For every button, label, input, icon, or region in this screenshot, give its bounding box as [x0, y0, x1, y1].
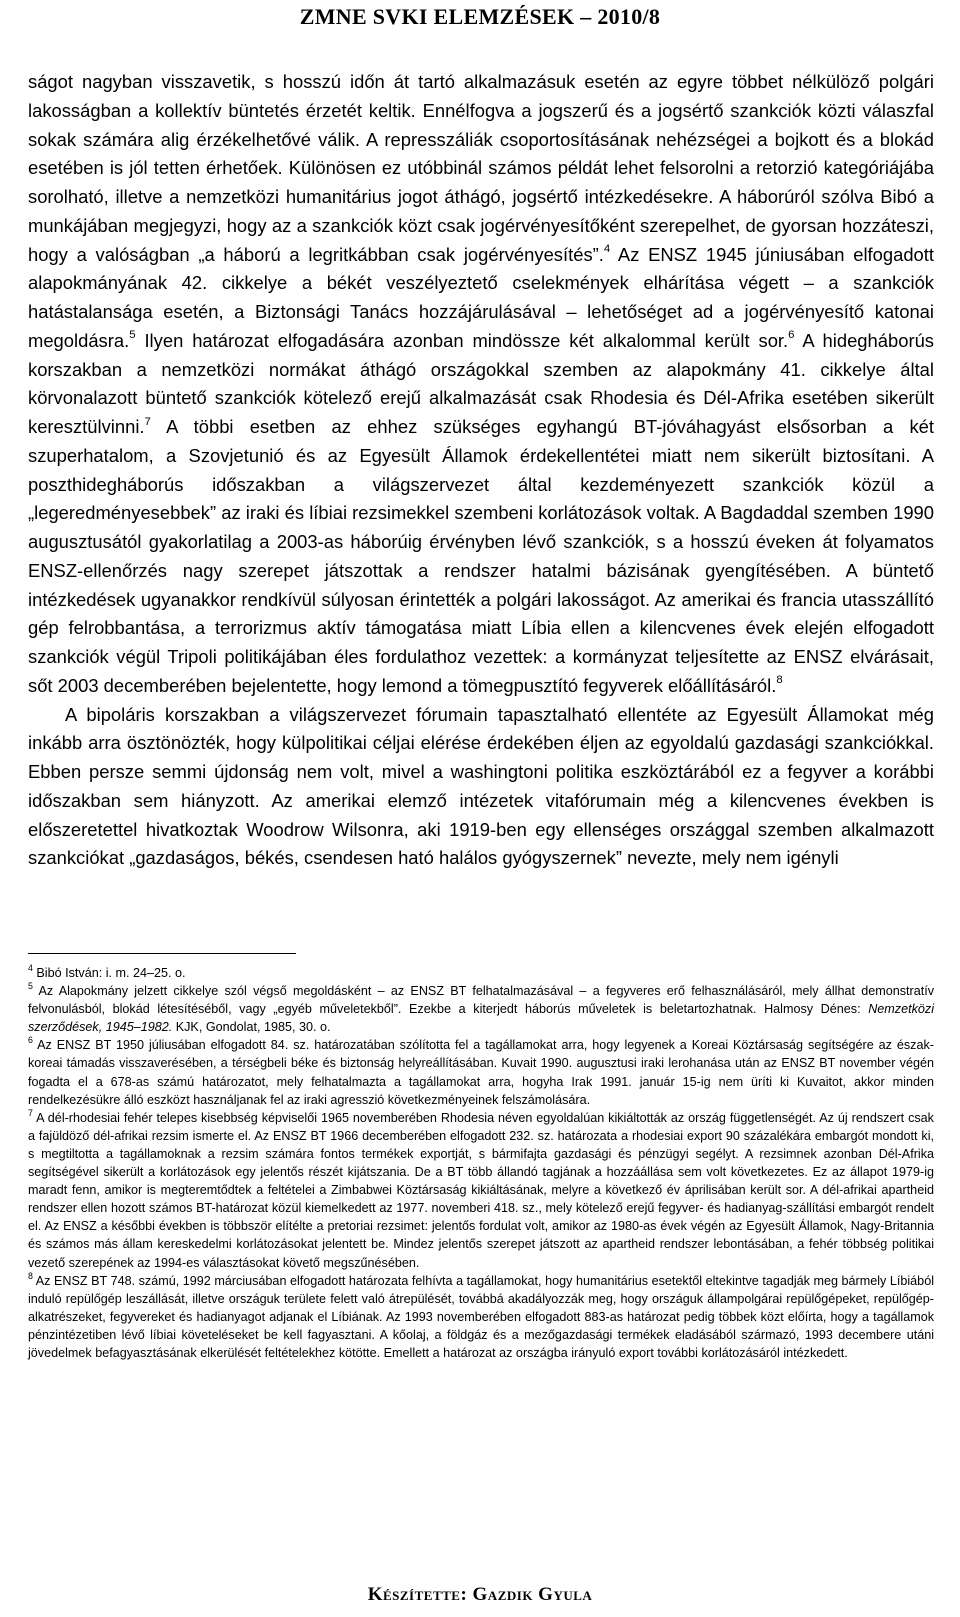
footnote-4: $^4$ Bibó István: i. m. 24–25. o.	[28, 962, 186, 980]
footnote-number: 6	[28, 1035, 33, 1046]
footnote-number: 7	[28, 1107, 33, 1118]
footnote-ref-5[interactable]: 5	[129, 329, 136, 342]
running-footer: Készítette: Gazdik Gyula	[367, 1584, 593, 1605]
paragraph-1: ságot nagyban visszavetik, s hosszú időn át tartó alkalmazásuk esetén az egyre többet nélkülöző polgári lakosságban a kollektív büntetés érzetét keltik. Ennélfogva a jogszerű és a jogsértő szankciók közti válaszfal sokak számára alig érzékelhetővé válik. A represszáliák csoportosításának nehézségei a bojkott és a blokád esetében is jól tetten érhetőek. Különösen ez utóbbinál számos példát lehet felsorolni a retorzió kategóriájába sorolható, illetve a nemzetközi humanitárius jogot áthágó, jogsértő intézkedésekre. A háborúról szólva Bibó a munkájában megjegyzi, hogy az a szankciók közt csak jogérvényesítőként szerepelhet, de gyorsan hozzáteszi, hogy a valóságban „a háború a legritkábban csak jogérvényesítés”.$^4$ Az ENSZ 1945 júniusában elfogadott alapokmányának 42. cikkelye a békét veszélyeztető cselekmények elhárítása végett – a szankciók hatástalansága esetén, a Biztonsági Tanács hozzájárulásával – lehetőséget ad a jogérvényesítő katonai megoldásra.$^5$ Ilyen határozat elfogadására azonban mindössze két alkalommal került sor.$^6$ A hidegháborús korszakban a nemzetközi normákat áthágó országokkal szemben az alapokmány 41. cikkelye által körvonalazott büntető szankciók kötelező erejű alkalmazását csak Rhodesia és Dél-Afrika esetében sikerült keresztülvinni.$^7$ A többi esetben az ehhez szükséges egyhangú BT-jóváhagyást elsősorban a két szuperhatalom, a Szovjetunió és az Egyesült Államok érdekellentétei miatt nem sikerült biztosítani. A poszthidegháborús időszakban a világszervezet által kezdeményezett szankciók közül a „legeredményesebbek” az iraki és líbiai rezsimekkel szembeni korlátozások voltak. A Bagdaddal szemben 1990 augusztusától gyakorlatilag a 2003-as háborúig érvényben lévő szankciók, s a hosszú éveken át folyamatos ENSZ-ellenőrzés nagy szerepet játszottak a rendszer hatalmi bázisának gyengítésében. A büntető intézkedések ugyanakkor rendkívül súlyosan érintették a polgári lakosságot. Az amerikai és francia utasszállító gép felrobbantása, a terrorizmus aktív támogatása miatt Líbia ellen a kilencvenes évek elején elfogadott szankciók végül Tripoli politikájában éles fordulathoz vezettek: a kormányzat teljesítette az ENSZ elvárásait, sőt 2003 decemberében bejelentette, hogy lemond a tömegpusztító fegyverek előállításáról.$^8$	[28, 71, 934, 696]
footnote-separator	[28, 953, 296, 954]
footnote-ref-6[interactable]: 6	[788, 329, 795, 342]
footnote-ref-4[interactable]: 4	[603, 243, 611, 256]
footnote-number: 5	[28, 981, 33, 992]
footnote-ref-7[interactable]: 7	[144, 415, 151, 428]
paragraph-2: A bipoláris korszakban a világszervezet fórumain tapasztalható ellentéte az Egyesült Államokat még inkább arra ösztönözték, hogy külpolitikai céljai elérése érdekében éljen az egyoldalú gazdasági szankciókkal. Ebben persze semmi újdonság nem volt, mivel a washingtoni politika eszköztárából ez a fegyver a korábbi időszakban sem hiányzott. Az amerikai elemző intézetek vitafórumain még a kilencvenes években is előszeretettel hivatkoztak Woodrow Wilsonra, aki 1919-ben egy ellenséges országgal szemben alkalmazott szankciókat „gazdaságos, békés, csendesen ható halálos gyógyszernek” nevezte, mely nem igényli	[28, 703, 934, 869]
footnotes	[28, 964, 934, 1362]
footnote-7: $^7$ A dél-rhodesiai fehér telepes kisebbség képviselői 1965 novemberében Rhodesia néven egyoldalúan kikiáltották az ország függetlenségét. Az új rendszert csak a fajüldöző dél-afrikai rezsim ismerte el. Az ENSZ BT 1966 decemberében elfogadott 232. sz. határozata a rhodesiai export 90 százalékára embargót mondott ki, s megtiltotta a tagállamoknak a rezsim számára fontos termékek exportját, s bármifajta gazdasági és pénzügyi segélyt. A rezsimnek azonban Dél-Afrika segítségével sikerült a korlátozások egy jelentős részét kijátszania. De a BT több állandó tagjának a hozzáállása sem volt következetes. Ez az állapot 1979-ig maradt fenn, amikor is megteremtődtek a feltételei a Zimbabwei Köztársaság kikiáltásának, melyre a következő év áprilisában került sor. A dél-afrikai apartheid rendszer ellen hozott számos BT-határozat közül kiemelkedett az 1977. novemberi 418. sz., mely kötelező erejű fegyver- és hadianyag-szállítási embargót rendelt el. Az ENSZ a későbbi években is többször elítélte a pretoriai rezsimet: jelentős fordulat volt, amikor az 1980-as évek végén az Egyesült Államok, Nagy-Britannia és számos más állam kereskedelmi korlátozásokat jelentett be. Mindez jelentős szerepet játszott az apartheid rendszer lebontásában, a fehér többség politikai vezető szerepének az 1994-es választásokat követő megszűnésében.	[28, 1107, 934, 1270]
main-text	[28, 68, 934, 873]
footnote-number: 8	[28, 1270, 33, 1281]
footnote-8: $^8$ Az ENSZ BT 748. számú, 1992 márciusában elfogadott határozata felhívta a tagállamokat, hogy humanitárius esetektől eltekintve tagadják meg bármely Líbiából induló repülőgép leszállását, illetve országuk területe felett való átrepülését, továbbá akadályozzák meg, hogy országuk állampolgárai repülőgépeket, repülőgép-alkatrészeket, fegyvereket és hadianyagot adjanak el Líbiának. Az 1993 novemberében elfogadott 883-as határozat pedig többek közt előírta, hogy a tagállamok pénzintézetiben lévő líbiai követeléseket be kell fagyasztani. A kőolaj, a földgáz és a mezőgazdasági termékek eladásából származó, 1993 decembere utáni jövedelmek befagyasztásának elkerülését feltételekhez kötötte. Emellett a határozat az országba irányuló export további korlátozásáról intézkedett.	[28, 1270, 934, 1360]
footnote-6: $^6$ Az ENSZ BT 1950 júliusában elfogadott 84. sz. határozatában szólította fel a tagállamokat arra, hogy legyenek a Koreai Köztársaság segítségére az észak-koreai támadás visszaverésében, a térségbeli béke és biztonság helyreállításában. Kuvait 1990. augusztusi iraki lerohanása után az ENSZ BT november végén fogadta el a 678-as számú határozatot, mely felhatalmazta a tagállamokat arra, hogyha Irak 1991. január 15-ig nem üríti ki Kuvaitot, akkor minden rendelkezésükre álló eszközt használjanak fel az iraki agresszió következményeinek felszámolására.	[28, 1035, 934, 1107]
running-header: ZMNE SVKI ELEMZÉSEK – 2010/8	[299, 4, 661, 29]
footnote-ref-8[interactable]: 8	[776, 674, 783, 687]
footnote-number: 4	[28, 962, 33, 973]
footnote-5: $^5$ Az Alapokmány jelzett cikkelye szól végső megoldásként – az ENSZ BT felhatalmazásával – a fegyveres erő felhasználásáról, mely állhat demonstratív felvonulásból, blokád létesítéséből, vagy „egyéb műveletekből”. Ezekbe a kiterjedt háborús műveletek is beletartozhatnak. Halmosy Dénes: Nemzetközi szerződések, 1945–1982. KJK, Gondolat, 1985, 30. o.	[28, 981, 934, 1035]
